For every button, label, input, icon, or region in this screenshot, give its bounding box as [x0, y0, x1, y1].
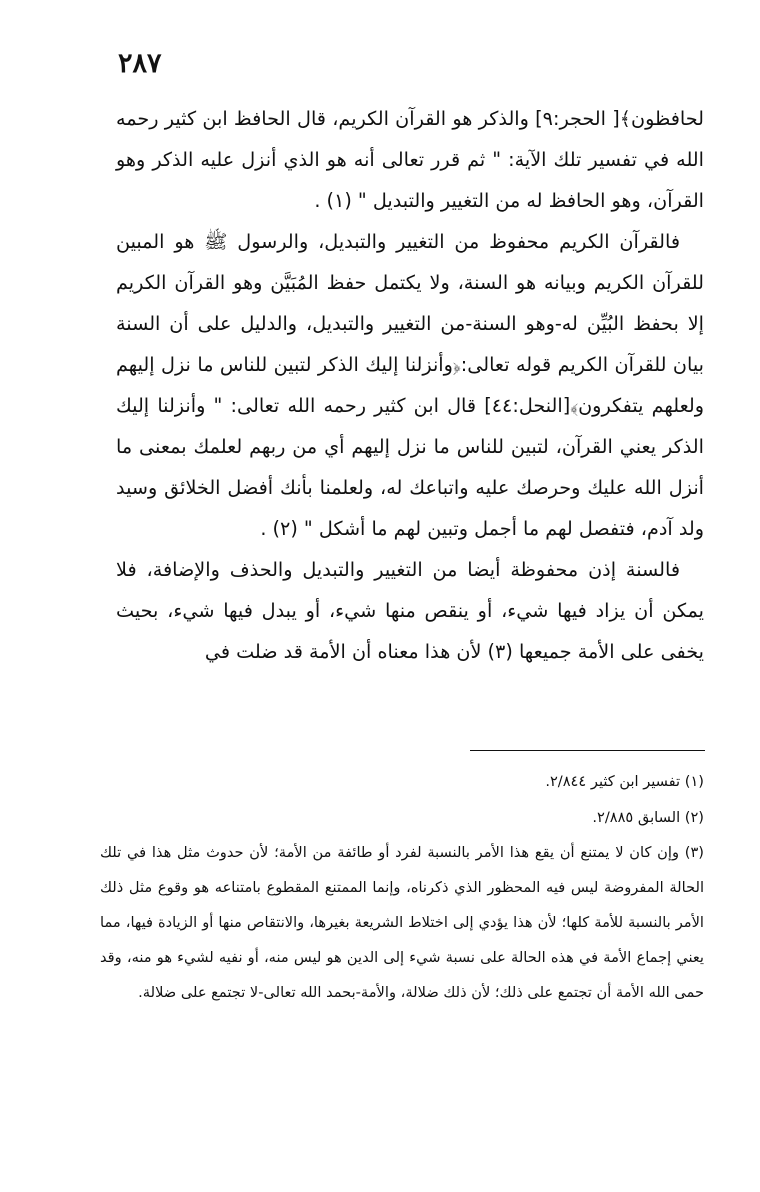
- main-text: [116, 98, 704, 672]
- footnotes: [100, 764, 704, 1010]
- footnote-2: (٢) السابق ٢/٨٨٥.: [592, 809, 704, 826]
- footnote-1: (١) تفسير ابن كثير ٢/٨٤٤.: [545, 773, 704, 790]
- paragraph-2: فالقرآن الكريم محفوظ من التغيير والتبديل، والرسول ﷺ هو المبين للقرآن الكريم وبيانه هو السنة، ولا يكتمل حفظ المُبَيَّن وهو القرآن الكريم إلا بحفظ البُيِّن له-وهو السنة-من التغيير والتبديل، والدليل على أن السنة بيان للقرآن الكريم قوله تعالى:﴿وأنزلنا إليك الذكر لتبين للناس ما نزل إليهم ولعلهم يتفكرون﴾[النحل:٤٤] قال ابن كثير رحمه الله تعالى: " وأنزلنا إليك الذكر يعني القرآن، لتبين للناس ما نزل إليهم أي من ربهم لعلمك بمعنى ما أنزل الله عليك وحرصك عليه واتباعك له، ولعلمنا بأنك أفضل الخلائق وسيد ولد آدم، فتفصل لهم ما أجمل وتبين لهم ما أشكل " (٢) .: [116, 230, 704, 540]
- footnote-separator: [470, 750, 705, 751]
- footnote-3: (٣) وإن كان لا يمتنع أن يقع هذا الأمر بالنسبة لفرد أو طائفة من الأمة؛ لأن حدوث مثل هذا في تلك الحالة المفروضة ليس فيه المحظور الذي ذكرناه، وإنما الممتنع المقطوع بامتناعه هو وقوع مثل ذلك الأمر بالنسبة للأمة كلها؛ لأن هذا يؤدي إلى اختلاط الشريعة بغيرها، والانتقاص منها أو الزيادة فيها، مما يعني إجماع الأمة في هذه الحالة على نسبة شيء إلى الدين هو ليس منه، أو نفيه لشيء هو منه، وقد حمى الله الأمة أن تجتمع على ذلك؛ لأن ذلك ضلالة، والأمة-بحمد الله تعالى-لا تجتمع على ضلالة.: [100, 844, 704, 1001]
- paragraph-3: فالسنة إذن محفوظة أيضا من التغيير والتبديل والحذف والإضافة، فلا يمكن أن يزاد فيها شيء، أو ينقص منها شيء، أو يبدل فيها شيء، بحيث يخفى على الأمة جميعها (٣) لأن هذا معناه أن الأمة قد ضلت في: [116, 558, 704, 663]
- paragraph-1: لحافظون﴾[ الحجر:٩] والذكر هو القرآن الكريم، قال الحافظ ابن كثير رحمه الله في تفسير تلك الآية: " ثم قرر تعالى أنه هو الذي أنزل عليه الذكر وهو القرآن، وهو الحافظ له من التغيير والتبديل " (١) .: [116, 107, 704, 212]
- page-number: ٢٨٧: [118, 48, 162, 79]
